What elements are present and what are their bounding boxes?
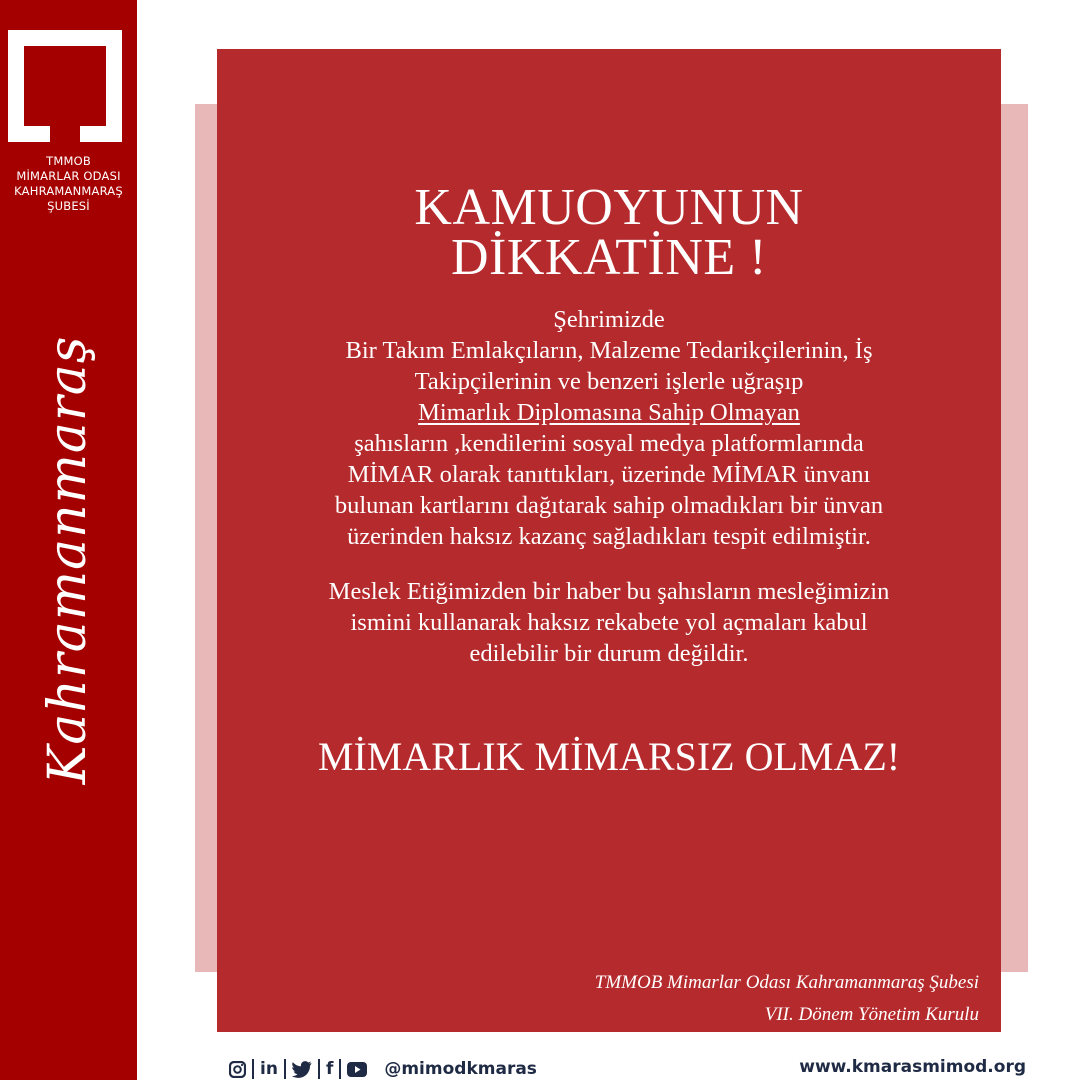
- body-line-underlined: Mimarlık Diplomasına Sahip Olmayan: [418, 399, 800, 426]
- title-line: KAMUOYUNUN: [414, 179, 804, 236]
- logo-text: [0, 154, 137, 214]
- body-line: ismini kullanarak haksız rekabete yol açmaları kabul: [350, 609, 868, 636]
- signature: [595, 967, 979, 1031]
- body-line: edilebilir bir durum değildir.: [469, 640, 749, 667]
- logo-line: TMMOB: [46, 154, 91, 168]
- script-wordmark: Kahramanmaraş: [38, 335, 98, 785]
- body-line: MİMAR olarak tanıttıkları, üzerinde MİMAR ünvanı: [347, 461, 871, 488]
- slogan: MİMARLIK MİMARSIZ OLMAZ!: [317, 734, 901, 779]
- website-link[interactable]: www.kmarasmimod.org: [799, 1057, 1026, 1077]
- facebook-icon[interactable]: f: [325, 1059, 334, 1079]
- paragraph-gap: [237, 552, 981, 576]
- sidebar-script: [0, 335, 137, 785]
- social-handle[interactable]: @mimodkmaras: [384, 1059, 537, 1079]
- body-line: üzerinden haksız kazanç sağladıkları tespit edilmiştir.: [347, 523, 871, 550]
- body-line: bulunan kartlarını dağıtarak sahip olmadıkları bir ünvan: [334, 492, 884, 519]
- logo-line: KAHRAMANMARAŞ: [14, 184, 123, 198]
- separator: [339, 1059, 341, 1079]
- separator: [252, 1059, 254, 1079]
- announcement-panel: [217, 49, 1001, 1032]
- twitter-icon[interactable]: [289, 1058, 315, 1080]
- announcement-body: [237, 304, 981, 669]
- linkedin-icon[interactable]: in: [260, 1059, 278, 1079]
- bracket-logo-icon: [8, 30, 122, 142]
- signature-line: TMMOB Mimarlar Odası Kahramanmaraş Şubesi: [594, 972, 979, 993]
- separator: [318, 1059, 320, 1079]
- youtube-icon[interactable]: [344, 1058, 370, 1080]
- logo-line: ŞUBESİ: [47, 199, 90, 213]
- instagram-icon[interactable]: [226, 1058, 249, 1080]
- body-line: Meslek Etiğimizden bir haber bu şahısların mesleğimizin: [328, 578, 890, 605]
- signature-line: VII. Dönem Yönetim Kurulu: [764, 1004, 979, 1025]
- body-line: Bir Takım Emlakçıların, Malzeme Tedarikçilerinin, İş: [345, 337, 873, 364]
- body-line: şahısların ,kendilerini sosyal medya platformlarında: [354, 430, 864, 457]
- sidebar: [0, 0, 137, 1080]
- logo-line: MİMARLAR ODASI: [16, 169, 121, 183]
- social-links: [226, 1056, 537, 1082]
- title-line: DİKKATİNE !: [451, 229, 767, 286]
- body-line: Şehrimizde: [553, 306, 665, 333]
- body-line: Takipçilerinin ve benzeri işlerle uğraşıp: [414, 368, 804, 395]
- announcement-title: [217, 179, 1001, 286]
- separator: [284, 1059, 286, 1079]
